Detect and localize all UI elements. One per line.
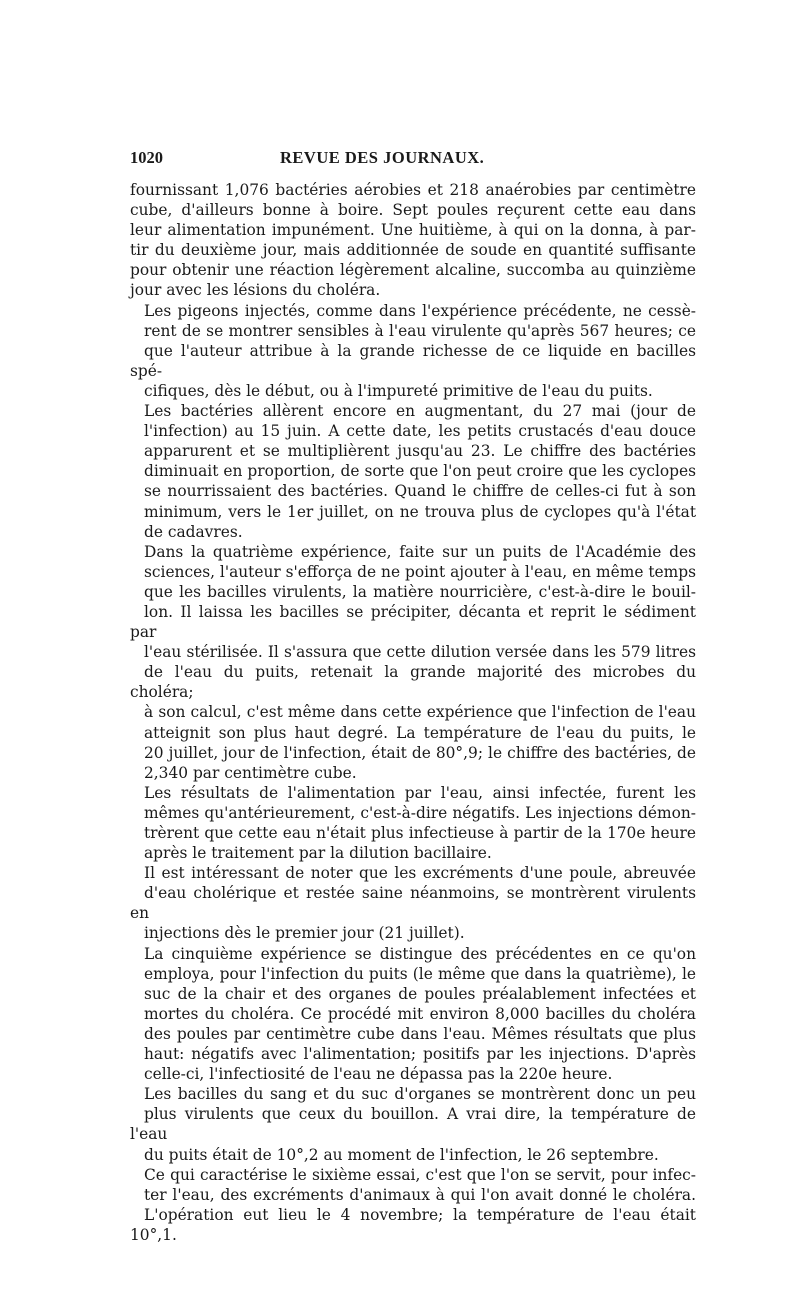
paragraph — [130, 301, 696, 401]
text-line: trèrent que cette eau n'était plus infectieuse à partir de la 170e heure — [144, 824, 696, 842]
text-line: celle-ci, l'infectiosité de l'eau ne dépassa pas la 220e heure. — [144, 1065, 613, 1084]
text-line: l'eau stérilisée. Il s'assura que cette dilution versée dans les 579 litres — [144, 643, 696, 662]
text-line: que l'auteur attribue à la grande richesse de ce liquide en bacilles spé- — [130, 341, 696, 380]
text-line: du puits était de 10°,2 au moment de l'infection, le 26 septembre. — [144, 1145, 659, 1164]
page-number: 1020 — [130, 148, 163, 167]
text-line: apparurent et se multiplièrent jusqu'au 23. Le chiffre des bactéries — [144, 442, 696, 461]
running-head: REVUE DES JOURNAUX. — [280, 148, 485, 167]
paragraph — [130, 401, 696, 542]
paragraph — [130, 1165, 696, 1245]
text-line: cube, d'ailleurs bonne à boire. Sept poules reçurent cette eau dans — [130, 201, 696, 220]
text-line: L'opération eut lieu le 4 novembre; la température de l'eau était 10°,1. — [130, 1205, 696, 1244]
body-text — [130, 180, 696, 1245]
text-line: l'infection) au 15 juin. A cette date, les petits crustacés d'eau douce — [144, 422, 696, 441]
text-line: cifiques, dès le début, ou à l'impureté primitive de l'eau du puits. — [144, 381, 653, 400]
text-line: Ce qui caractérise le sixième essai, c'est que l'on se servit, pour infec- — [144, 1165, 696, 1184]
text-line: diminuait en proportion, de sorte que l'on peut croire que les cyclopes — [144, 462, 696, 481]
text-line: ter l'eau, des excréments d'animaux à qui l'on avait donné le choléra. — [144, 1185, 696, 1204]
text-line: injections dès le premier jour (21 juillet). — [144, 924, 465, 943]
text-line: fournissant 1,076 bactéries aérobies et 218 anaérobies par centimètre — [130, 181, 696, 199]
paragraph — [130, 180, 696, 301]
paragraph — [130, 863, 696, 943]
text-line: Les résultats de l'alimentation par l'eau, ainsi infectée, furent les — [144, 783, 696, 802]
text-line: Les bactéries allèrent encore en augmentant, du 27 mai (jour de — [144, 402, 696, 421]
paragraph — [130, 542, 696, 783]
text-line: se nourrissaient des bactéries. Quand le chiffre de celles-ci fut à son — [144, 482, 696, 501]
text-line: atteignit son plus haut degré. La température de l'eau du puits, le — [144, 723, 696, 742]
text-line: employa, pour l'infection du puits (le même que dans la quatrième), le — [144, 964, 696, 983]
text-line: d'eau cholérique et restée saine néanmoins, se montrèrent virulents en — [130, 884, 696, 923]
text-line: Les bacilles du sang et du suc d'organes se montrèrent donc un peu — [144, 1085, 696, 1104]
text-line: La cinquième expérience se distingue des précédentes en ce qu'on — [144, 944, 696, 963]
text-line: pour obtenir une réaction légèrement alcaline, succomba au quinzième — [130, 261, 696, 280]
text-line: lon. Il laissa les bacilles se précipiter, décanta et reprit le sédiment par — [130, 602, 696, 642]
text-line: tir du deuxième jour, mais additionnée de soude en quantité suffisante — [130, 241, 696, 260]
text-line: de l'eau du puits, retenait la grande majorité des microbes du choléra; — [130, 663, 696, 702]
text-line: mortes du choléra. Ce procédé mit environ 8,000 bacilles du choléra — [144, 1004, 696, 1023]
text-line: mêmes qu'antérieurement, c'est-à-dire négatifs. Les injections démon- — [144, 803, 696, 822]
paragraph — [130, 944, 696, 1085]
text-line: rent de se montrer sensibles à l'eau virulente qu'après 567 heures; ce — [144, 321, 696, 340]
page-header — [130, 148, 696, 178]
text-line: à son calcul, c'est même dans cette expérience que l'infection de l'eau — [144, 703, 696, 722]
text-line: sciences, l'auteur s'efforça de ne point ajouter à l'eau, en même temps — [144, 562, 696, 581]
text-line: 2,340 par centimètre cube. — [144, 763, 357, 782]
paragraph — [130, 783, 696, 863]
paragraph — [130, 1084, 696, 1164]
text-line: des poules par centimètre cube dans l'eau. Mêmes résultats que plus — [144, 1024, 696, 1043]
text-line: de cadavres. — [144, 522, 243, 541]
text-line: 20 juillet, jour de l'infection, était de 80°,9; le chiffre des bactéries, de — [144, 743, 696, 762]
text-line: jour avec les lésions du choléra. — [130, 281, 381, 300]
journal-page — [130, 148, 696, 1245]
text-line: Il est intéressant de noter que les excréments d'une poule, abreuvée — [144, 864, 696, 883]
text-line: Dans la quatrième expérience, faite sur un puits de l'Académie des — [144, 542, 696, 561]
text-line: leur alimentation impunément. Une huitième, à qui on la donna, à par- — [130, 221, 696, 240]
text-line: minimum, vers le 1er juillet, on ne trouva plus de cyclopes qu'à l'état — [144, 502, 696, 521]
text-line: après le traitement par la dilution bacillaire. — [144, 844, 492, 863]
text-line: Les pigeons injectés, comme dans l'expérience précédente, ne cessè- — [144, 301, 696, 320]
text-line: suc de la chair et des organes de poules préalablement infectées et — [144, 984, 696, 1003]
text-line: que les bacilles virulents, la matière nourricière, c'est-à-dire le bouil- — [144, 582, 696, 601]
text-line: plus virulents que ceux du bouillon. A vrai dire, la température de l'eau — [130, 1105, 696, 1144]
text-line: haut: négatifs avec l'alimentation; positifs par les injections. D'après — [144, 1045, 696, 1064]
